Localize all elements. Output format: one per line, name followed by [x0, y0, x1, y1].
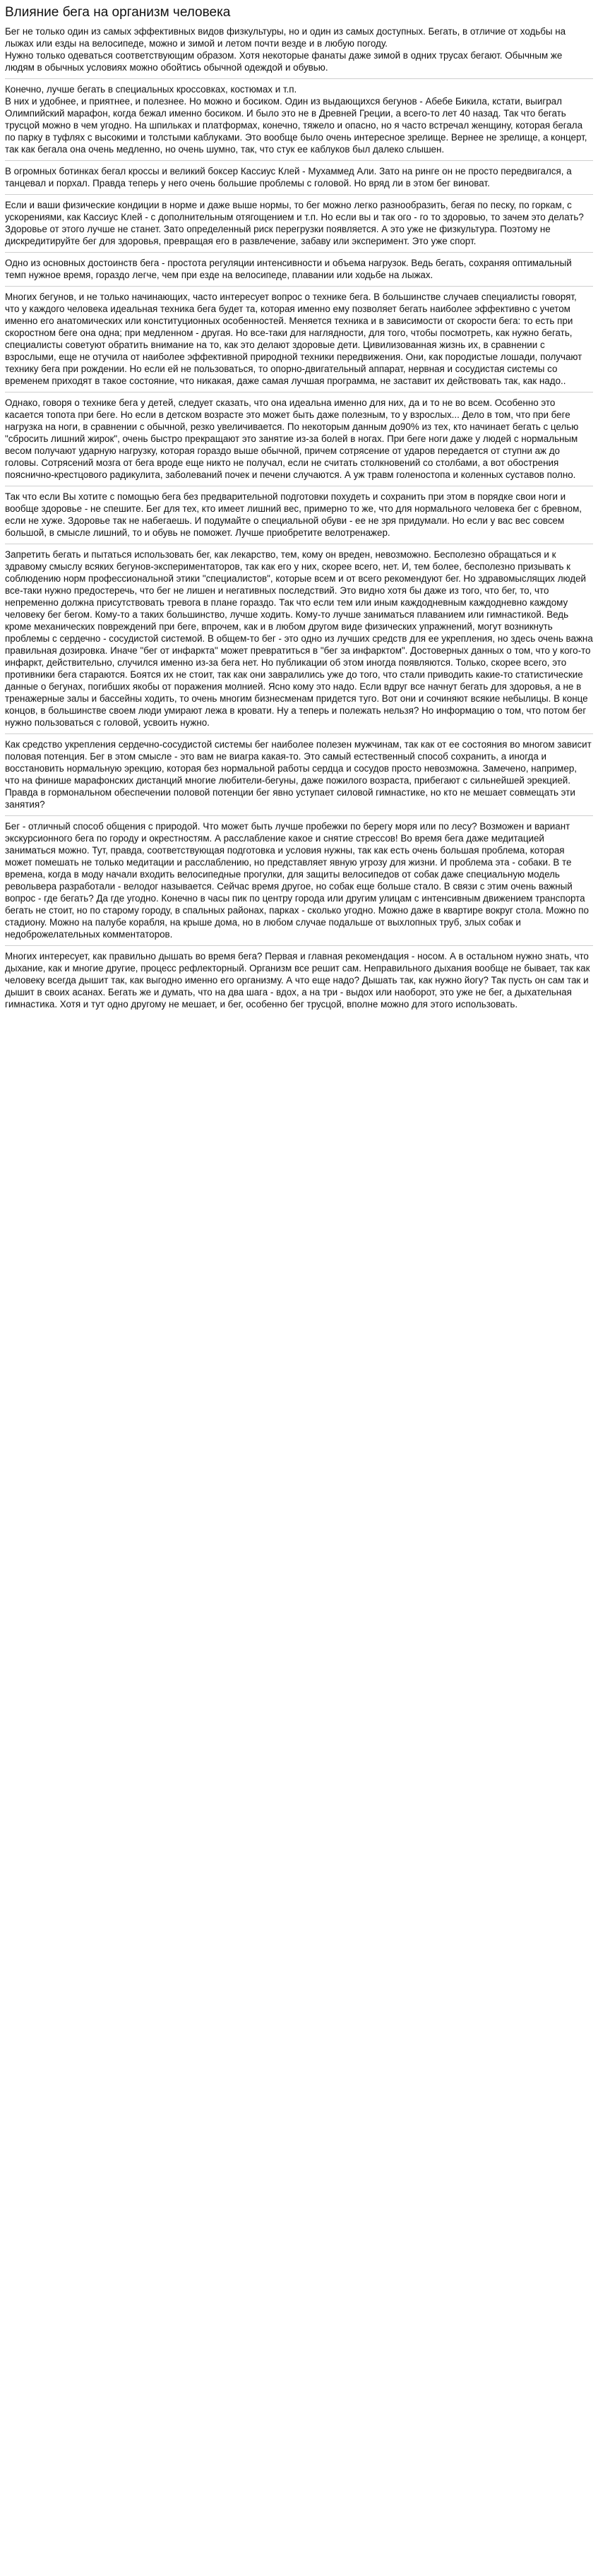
paragraph: Так что если Вы хотите с помощью бега без предварительной подготовки похудеть и сохранить при этом в порядке свои ноги и вообще здоровье - не спешите. Бег для тех, кто имеет лишний вес, примерно то же, что для нормального человека бег с бревном, если не хуже. Здоровье так не набегаешь. И подумайте о специальной обуви - ее не зря придумали. Но если у вас вес совсем большой, в смысле лишний, то и обувь не поможет. Лучше приобретите велотренажер.	[5, 491, 593, 544]
article-title: Влияние бега на организм человека	[5, 5, 231, 20]
paragraph: В огромных ботинках бегал кроссы и великий боксер Кассиус Клей - Мухаммед Али. Зато на ринге он не просто передвигался, а танцевал и порхал. Правда теперь у него очень большие проблемы с головой. Но вряд ли в этом бег виноват.	[5, 165, 593, 195]
paragraph: Однако, говоря о технике бега у детей, следует сказать, что она идеальна именно для них, да и то не во всем. Особенно это касается топота при беге. Но если в детском возрасте это может быть даже полезным, то у взрослых... Дело в том, что при беге нагрузка на ноги, в сравнении с обычной, резко увеличивается. По некоторым данным до90% из тех, кто начинает бегать с целью "сбросить лишний жирок", очень быстро прекращают это занятие из-за болей в ногах. При беге ноги даже у людей с нормальным весом получают ударную нагрузку, которая гораздо выше обычной, причем сотрясение от ударов передается от ступни аж до головы. Сотрясений мозга от бега вроде еще никто не получал, если не считать столкновений со столбами, а вот обострения пояснично-крестцового радикулита, заболеваний почек и печени случаются. А уж травм голеностопа и коленных суставов полно.	[5, 397, 593, 486]
paragraph: Бег - отличный способ общения с природой. Что может быть лучше пробежки по берегу моря или по лесу? Возможен и вариант экскурсионного бега по городу и окрестностям. А расслабление какое и снятие стрессов! Во время бега даже медитацией заниматься можно. Тут, правда, соответствующая подготовка и условия нужны, так как есть очень большая проблема, которая может помешать не только медитации и расслаблению, но представляет явную угрозу для жизни. И проблема эта - собаки. В те времена, когда в моду начали входить велосипедные прогулки, для защиты велосипедов от собак даже специальную модель револьвера разработали - велодог называется. Сейчас время другое, но собак еще больше стало. В связи с этим очень важный вопрос - где бегать? Да где угодно. Конечно в часы пик по центру города или другим улицам с интенсивным движением транспорта бегать не стоит, но по старому городу, в спальных районах, парках - сколько угодно. Можно даже в квартире вокруг стола. Можно по стадиону. Можно на палубе корабля, на крыше дома, но в любом случае подальше от выхлопных труб, злых собак и недоброжелательных комментаторов.	[5, 820, 593, 946]
paragraph: Как средство укрепления сердечно-сосудистой системы бег наиболее полезен мужчинам, так как от ее состояния во многом зависит половая потенция. Бег в этом смысле - это вам не виагра какая-то. Это самый естественный способ сохранить, а иногда и восстановить нормальную эрекцию, которая без нормальной работы сердца и сосудов просто невозможна. Замечено, например, что на финише марафонских дистанций многие любители-бегуны, даже пожилого возраста, прибегают с сильнейшей эрекцией. Правда в гормональном обеспечении половой потенции бег явно уступает силовой гимнастике, но кто не мешает совмещать эти занятия?	[5, 738, 593, 816]
paragraph: Бег не только один из самых эффективных видов физкультуры, но и один из самых доступных. Бегать, в отличие от ходьбы на лыжах или езды на велосипеде, можно и зимой и летом почти везде и в любую погоду. Нужно только одеваться соответствующим образом. Хотя некоторые фанаты даже зимой в одних трусах бегают. Обычным же людям в обычных условиях можно обойтись обычной одеждой и обувью.	[5, 25, 593, 79]
paragraph: Многих интересует, как правильно дышать во время бега? Первая и главная рекомендация - носом. А в остальном нужно знать, что дыхание, как и многие другие, процесс рефлекторный. Организм все решит сам. Неправильного дыхания вообще не бывает, так как человеку всегда дышит так, как выгодно именно его организму. А что еще надо? Дышать так, как нужно йогу? Так пусть он сам так и дышит в своих асанах. Бегать же и думать, что на два шага - вдох, а на три - выдох или наоборот, это уже не бег, а дыхательная гимнастика. Хотя и тут одно другому не мешает, и бег, особенно бег трусцой, вполне можно для этого использовать.	[5, 951, 590, 1010]
paragraph: Конечно, лучше бегать в специальных кроссовках, костюмах и т.п. В них и удобнее, и приятнее, и полезнее. Но можно и босиком. Один из выдающихся бегунов - Абебе Бикила, кстати, выиграл Олимпийский марафон, когда бежал именно босиком. И было это не в Древней Греции, а всего-то лет 40 назад. Так что бегать трусцой можно в чем угодно. На шпильках и платформах, конечно, тяжело и опасно, но я часто встречал женщину, которая бегала по парку в туфлях с высокими и толстыми каблуками. Это вообще было очень интересное зрелище. Вернее не зрелище, а концерт, так как бегала она очень медленно, но очень шумно, так, что стук ее каблуков был далеко слышен.	[5, 83, 593, 161]
paragraph: Многих бегунов, и не только начинающих, часто интересует вопрос о технике бега. В большинстве случаев специалисты говорят, что у каждого человека идеальная техника бега будет та, которая именно ему позволяет бегать наиболее эффективно с учетом именно его анатомических или конституционных особенностей. Меняется техника и в зависимости от скорости бега: то есть при скоростном беге она одна; при медленном - другая. Но все-таки для наглядности, для того, чтобы посмотреть, как нужно бегать, специалисты советуют обратить внимание на то, как это делают здоровые дети. Цивилизованная жизнь их, в сравнении с взрослыми, еще не отучила от наиболее эффективной природной техники передвижения. Они, как породистые лошади, получают технику бега при рождении. Но если ей не пользоваться, то опорно-двигательный аппарат, нервная и сосудистая системы со временем приходят в такое состояние, что никакая, даже самая лучшая программа, не заставит их действовать так, как надо..	[5, 291, 593, 393]
paragraph: Если и ваши физические кондиции в норме и даже выше нормы, то бег можно легко разнообразить, бегая по песку, по горкам, с ускорениями, как Кассиус Клей - с дополнительным отягощением и т.п. Но если вы и так ого - го то здоровью, то зачем это делать? Здоровье от этого лучше не станет. Зато определенный риск перегрузки появляется. А это уже не физкультура. Поэтому не дискредитируйте бег для здоровья, превращая его в развлечение, забаву или эксперимент. Это уже спорт.	[5, 199, 593, 253]
article	[0, 0, 598, 1019]
paragraph: Одно из основных достоинств бега - простота регуляции интенсивности и объема нагрузок. Ведь бегать, сохраняя оптимальный темп нужное время, гораздо легче, чем при езде на велосипеде, плавании или ходьбе на лыжах.	[5, 257, 593, 287]
paragraph: Запретить бегать и пытаться использовать бег, как лекарство, тем, кому он вреден, невозможно. Бесполезно обращаться и к здравому смыслу всяких бегунов-экспериментаторов, так как его у них, скорее всего, нет. И, тем более, бесполезно призывать к соблюдению норм профессиональной этики "специалистов", которые всем и от всего рекомендуют бег. Но здравомыслящих людей все-таки нужно предостеречь, что бег не лишен и негативных последствий. Это видно хотя бы даже из того, что бег, то, что непременно должна присутствовать тревога в плане гораздо. Так что если тем или иным каждодневным каждодневно каждому человеку бег бегом. Кому-то а таких большинство, лучше ходить. Кому-то лучше заниматься плаванием или гимнастикой. Ведь кроме механических повреждений при беге, впрочем, как и в любом другом виде физических упражнений, могут возникнуть проблемы с сердечно - сосудистой системой. В общем-то бег - это одно из лучших средств для ее укрепления, но здесь очень важна правильная дозировка. Иначе "бег от инфаркта" может превратиться в "бег за инфарктом". Достоверных данных о том, что у кого-то инфаркт, действительно, случился именно из-за бега нет. Но публикации об этом иногда появляются. Только, скорее всего, это противники бега стараются. Боятся их не стоит, так как они завралились уже до того, что стали приводить какие-то статистические данные о бегунах, погибших якобы от поражения молнией. Ясно кому это надо. Если вдруг все начнут бегать для здоровья, а не в тренажерные залы и бассейны ходить, то очень многим бизнесменам придется туго. Вот они и сочиняют всякие небылицы. В конце концов, в большинстве своем люди умирают лежа в кровати. Ну а теперь и полежать нельзя? Но информацию о том, что потом бег нужно пользоваться с головой, усвоить нужно.	[5, 549, 593, 734]
article-body	[5, 25, 593, 1015]
